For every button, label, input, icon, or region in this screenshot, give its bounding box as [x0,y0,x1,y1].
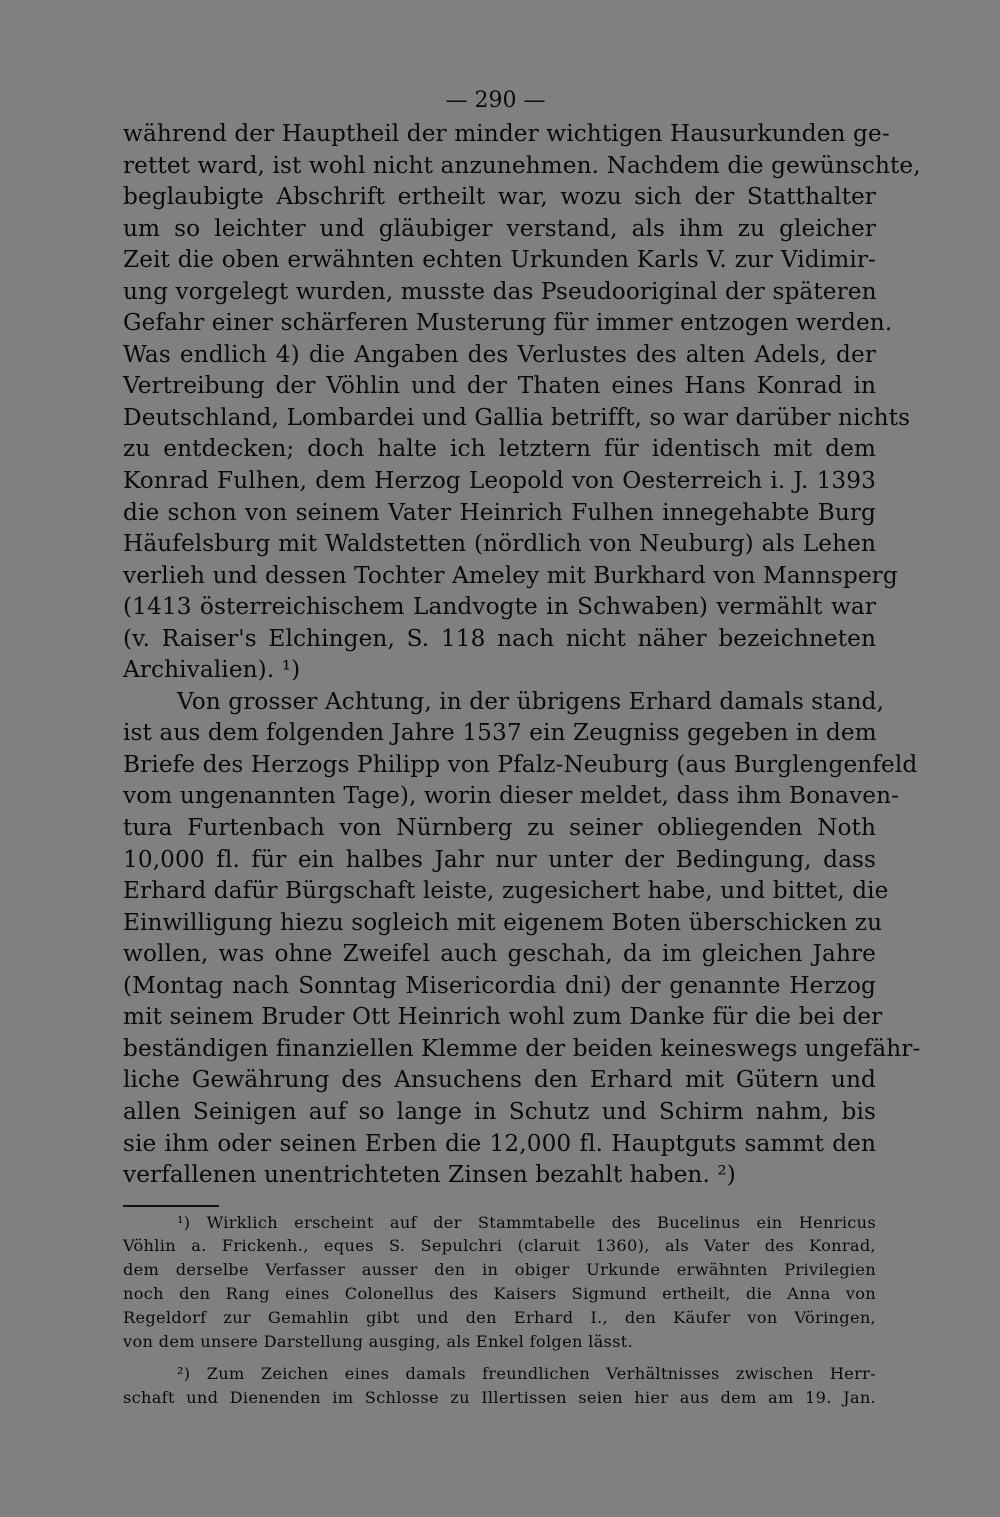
body-line: tura Furtenbach von Nürnberg zu seiner obliegenden Noth [123,814,876,842]
footnote-line: dem derselbe Verfasser ausser den in obiger Urkunde erwähnten Privilegien [123,1260,876,1280]
body-line: beständigen finanziellen Klemme der beiden keineswegs ungefähr- [123,1034,921,1062]
book-page [123,84,921,1410]
body-line: Briefe des Herzogs Philipp von Pfalz-Neuburg (aus Burglengenfeld [123,750,918,778]
footnote-line: noch den Rang eines Colonellus des Kaisers Sigmund ertheilt, die Anna von [123,1284,876,1304]
body-line: 10,000 fl. für ein halbes Jahr nur unter der Bedingung, dass [123,845,876,873]
body-line: verfallenen unentrichteten Zinsen bezahlt haben. ²) [123,1161,736,1189]
body-line: um so leichter und gläubiger verstand, als ihm zu gleicher [123,214,876,242]
body-line: rettet ward, ist wohl nicht anzunehmen. Nachdem die gewünschte, [123,151,921,179]
body-line: Gefahr einer schärferen Musterung für immer entzogen werden. [123,309,893,337]
body-line: verlieh und dessen Tochter Ameley mit Burkhard von Mannsperg [123,561,898,589]
body-line: Deutschland, Lombardei und Gallia betrifft, so war darüber nichts [123,403,911,431]
body-line: sie ihm oder seinen Erben die 12,000 fl. Hauptguts sammt den [123,1129,876,1157]
body-line: während der Hauptheil der minder wichtigen Hausurkunden ge- [123,120,890,147]
body-line: (v. Raiser's Elchingen, S. 118 nach nicht näher bezeichneten [123,624,876,652]
body-line: wollen, was ohne Zweifel auch geschah, da im gleichen Jahre [123,940,876,968]
footnote-line: ¹) Wirklich erscheint auf der Stammtabelle des Bucelinus ein Henricus [177,1212,876,1232]
body-line: Erhard dafür Bürgschaft leiste, zugesichert habe, und bittet, die [123,877,889,905]
body-line: zu entdecken; doch halte ich letztern für identisch mit dem [123,435,876,463]
body-line: Häufelsburg mit Waldstetten (nördlich von Neuburg) als Lehen [123,530,876,558]
body-line: Archivalien). ¹) [123,656,301,684]
body-line: die schon von seinem Vater Heinrich Fulhen innegehabte Burg [123,498,876,526]
footnote-line: ²) Zum Zeichen eines damals freundlichen Verhältnisses zwischen Herr- [177,1363,876,1383]
body-line: ung vorgelegt wurden, musste das Pseudooriginal der späteren [123,277,877,305]
body-line: Konrad Fulhen, dem Herzog Leopold von Oesterreich i. J. 1393 [123,467,876,495]
body-line: Einwilligung hiezu sogleich mit eigenem Boten überschicken zu [123,908,883,936]
footnotes [123,1211,876,1410]
body-line: ist aus dem folgenden Jahre 1537 ein Zeugniss gegeben in dem [123,719,877,747]
footnote-line: Regeldorf zur Gemahlin gibt und den Erhard I., den Käufer von Vöringen, [123,1308,876,1328]
body-text [123,118,921,1191]
body-line: beglaubigte Abschrift ertheilt war, wozu sich der Statthalter [123,183,876,211]
body-line: Von grosser Achtung, in der übrigens Erhard damals stand, [177,687,885,715]
body-line: allen Seinigen auf so lange in Schutz und Schirm nahm, bis [123,1097,876,1125]
body-line: Vertreibung der Vöhlin und der Thaten eines Hans Konrad in [123,372,876,400]
body-line: mit seinem Bruder Ott Heinrich wohl zum Danke für die bei der [123,1003,883,1031]
footnote-line: Vöhlin a. Frickenh., eques S. Sepulchri (claruit 1360), als Vater des Konrad, [123,1236,876,1256]
body-line: (Montag nach Sonntag Misericordia dni) der genannte Herzog [123,971,876,999]
footnote-line: von dem unsere Darstellung ausging, als Enkel folgen lässt. [123,1332,634,1352]
footnote-line: schaft und Dienenden im Schlosse zu Illertissen seien hier aus dem am 19. Jan. [123,1387,876,1407]
body-line: (1413 österreichischem Landvogte in Schwaben) vermählt war [123,593,876,621]
body-line: Zeit die oben erwähnten echten Urkunden Karls V. zur Vidimir- [123,246,876,274]
body-line: liche Gewährung des Ansuchens den Erhard mit Gütern und [123,1066,876,1094]
body-line: vom ungenannten Tage), worin dieser meldet, dass ihm Bonaven- [123,782,900,810]
page-number: — 290 — [445,88,546,113]
body-line: Was endlich 4) die Angaben des Verlustes des alten Adels, der [123,340,876,368]
footnote-divider [123,1205,219,1207]
